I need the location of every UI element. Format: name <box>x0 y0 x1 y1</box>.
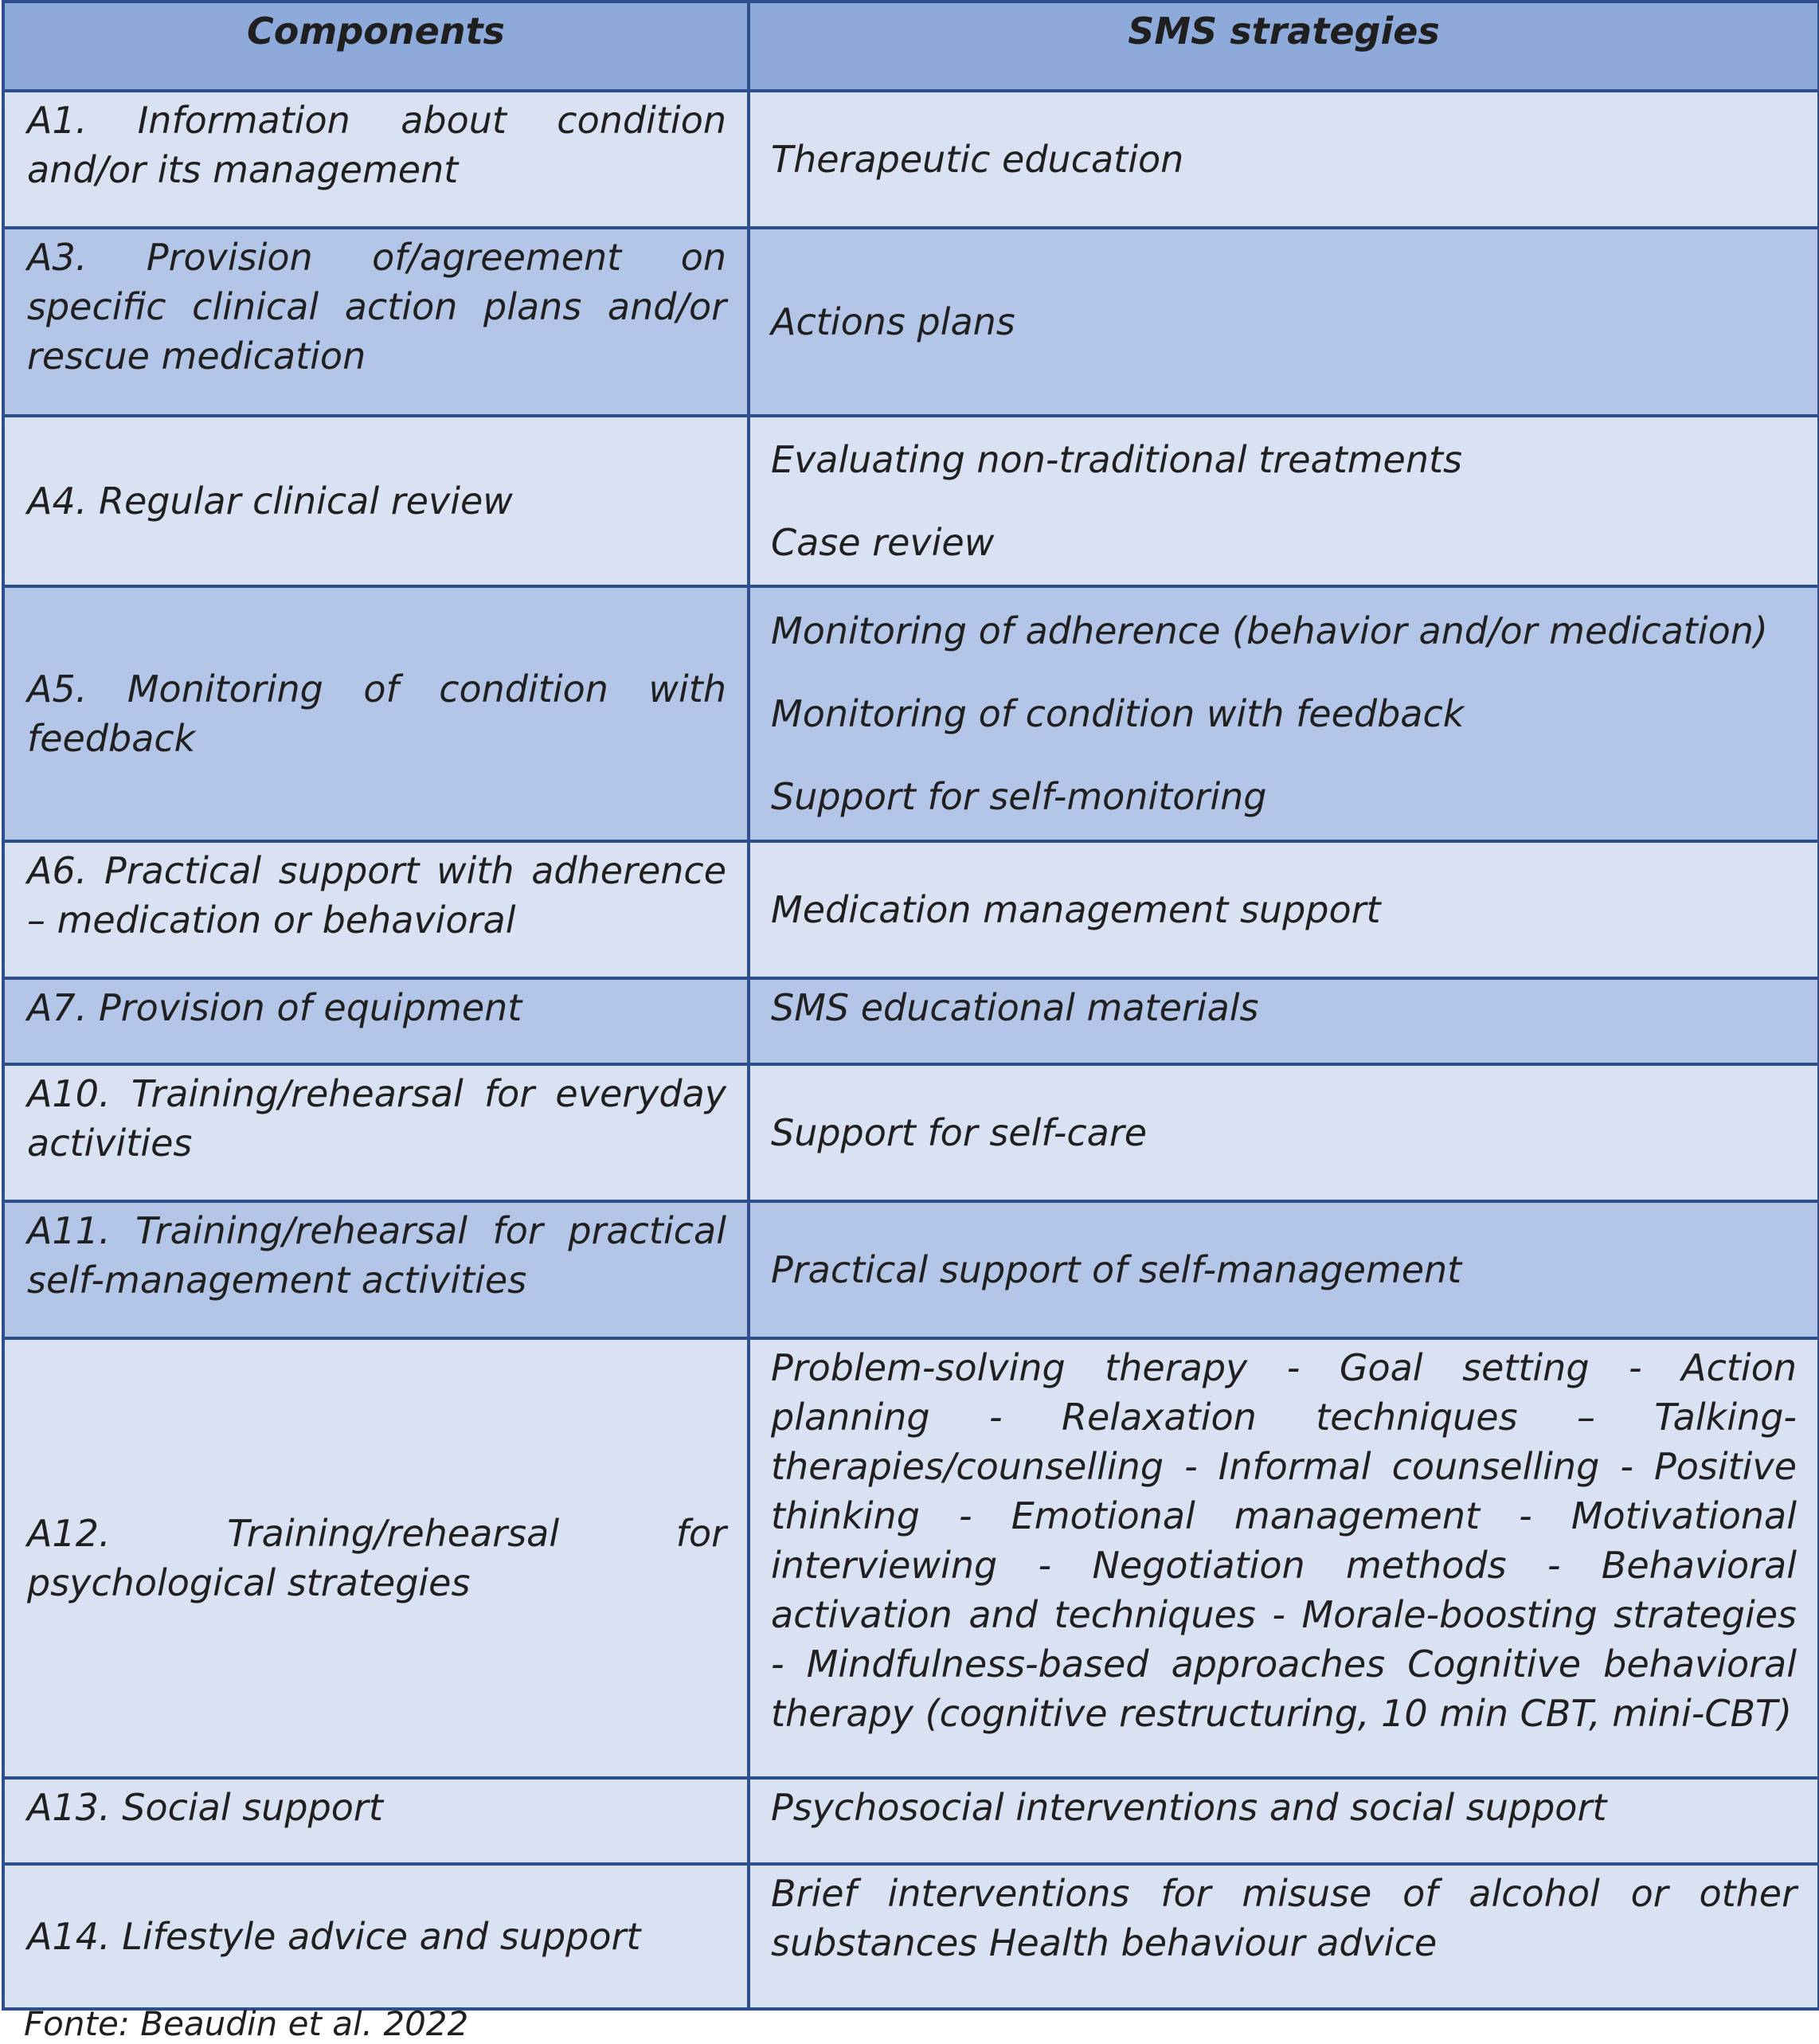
strategy-cell <box>749 586 1819 841</box>
strategy-item: Problem-solving therapy - Goal setting - Action planning - Relaxation techniques – Talking-therapies/counselling - Informal counselling - Positive thinking - Emotional management - Motivational interviewing - Negotiation methods - Behavioral activation and techniques - Morale-boosting strategies - Mindfulness-based approaches Cognitive behavioral therapy (cognitive restructuring, 10 min CBT, mini-CBT) <box>771 1346 1797 1735</box>
components-strategies-table <box>2 0 1819 2011</box>
strategy-item: Actions plans <box>771 300 1015 343</box>
header-row <box>3 2 1819 91</box>
strategy-item: Evaluating non-traditional treatments <box>771 438 1463 481</box>
strategy-item: Practical support of self-management <box>771 1248 1462 1291</box>
strategy-cell <box>749 978 1819 1064</box>
strategy-cell <box>749 1064 1819 1201</box>
table-row <box>3 228 1819 416</box>
component-cell: A1. Information about condition and/or its management <box>3 91 749 228</box>
table-row <box>3 1864 1819 2009</box>
table-row <box>3 841 1819 978</box>
strategy-item: Medication management support <box>771 888 1381 931</box>
source-caption: Fonte: Beaudin et al. 2022 <box>24 2004 469 2043</box>
component-cell: A5. Monitoring of condition with feedback <box>3 586 749 841</box>
component-cell: A6. Practical support with adherence – medication or behavioral <box>3 841 749 978</box>
strategy-item: Case review <box>771 521 995 564</box>
table-row <box>3 1064 1819 1201</box>
component-cell: A14. Lifestyle advice and support <box>3 1864 749 2009</box>
strategy-cell <box>749 1338 1819 1778</box>
component-cell: A12. Training/rehearsal for psychological strategies <box>3 1338 749 1778</box>
strategy-cell <box>749 1864 1819 2009</box>
column-header-sms-strategies: SMS strategies <box>749 2 1819 91</box>
component-cell: A11. Training/rehearsal for practical self-management activities <box>3 1201 749 1338</box>
strategy-item: Brief interventions for misuse of alcohol or other substances Health behaviour advice <box>771 1872 1797 1964</box>
component-cell: A4. Regular clinical review <box>3 416 749 586</box>
strategy-cell <box>749 841 1819 978</box>
strategy-cell <box>749 228 1819 416</box>
component-cell: A10. Training/rehearsal for everyday activities <box>3 1064 749 1201</box>
table-row <box>3 416 1819 586</box>
strategy-item: Support for self-monitoring <box>771 775 1267 818</box>
component-cell: A7. Provision of equipment <box>3 978 749 1064</box>
strategy-item: Monitoring of condition with feedback <box>771 692 1465 735</box>
column-header-components: Components <box>3 2 749 91</box>
table-row <box>3 586 1819 841</box>
table-row <box>3 1778 1819 1864</box>
component-cell: A3. Provision of/agreement on specific clinical action plans and/or rescue medication <box>3 228 749 416</box>
strategy-cell <box>749 1201 1819 1338</box>
strategy-item: Therapeutic education <box>771 138 1184 181</box>
table-row <box>3 1201 1819 1338</box>
strategy-item: Support for self-care <box>771 1111 1148 1154</box>
strategy-item: Monitoring of adherence (behavior and/or medication) <box>771 609 1768 652</box>
strategy-cell <box>749 416 1819 586</box>
strategy-item: Psychosocial interventions and social support <box>771 1786 1607 1829</box>
strategy-cell <box>749 1778 1819 1864</box>
table-row <box>3 978 1819 1064</box>
table-row <box>3 1338 1819 1778</box>
strategy-cell <box>749 91 1819 228</box>
strategy-item: SMS educational materials <box>771 986 1259 1029</box>
table-row <box>3 91 1819 228</box>
component-cell: A13. Social support <box>3 1778 749 1864</box>
